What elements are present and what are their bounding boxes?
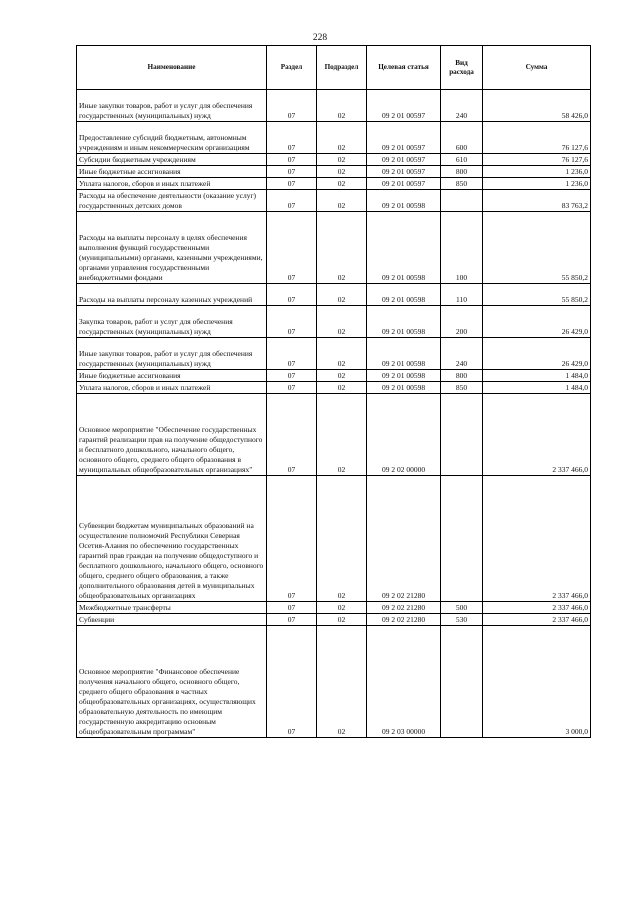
cell-sum-text: 2 337 466,0 bbox=[552, 615, 588, 624]
table-body bbox=[77, 90, 591, 738]
cell-target bbox=[367, 370, 441, 382]
cell-section bbox=[267, 190, 317, 212]
cell-target bbox=[367, 122, 441, 154]
cell-sum bbox=[483, 190, 591, 212]
table-row bbox=[77, 178, 591, 190]
cell-target bbox=[367, 614, 441, 626]
table-row bbox=[77, 212, 591, 284]
cell-sum-text: 76 127,6 bbox=[561, 155, 588, 164]
cell-section bbox=[267, 614, 317, 626]
cell-name bbox=[77, 166, 267, 178]
cell-target bbox=[367, 602, 441, 614]
cell-target bbox=[367, 284, 441, 306]
cell-section-text: 07 bbox=[287, 327, 296, 336]
cell-section bbox=[267, 212, 317, 284]
cell-section bbox=[267, 178, 317, 190]
cell-subsection bbox=[317, 284, 367, 306]
cell-type bbox=[441, 166, 483, 178]
cell-type-text: 850 bbox=[455, 179, 468, 188]
table-row bbox=[77, 190, 591, 212]
cell-type-text: 800 bbox=[455, 371, 468, 380]
cell-sum-text: 3 000,0 bbox=[565, 727, 588, 736]
table-row bbox=[77, 284, 591, 306]
cell-sum-text: 26 429,0 bbox=[561, 327, 588, 336]
cell-sum-text: 76 127,6 bbox=[561, 143, 588, 152]
cell-subsection-text: 02 bbox=[337, 371, 346, 380]
cell-sum bbox=[483, 614, 591, 626]
budget-table bbox=[76, 45, 591, 738]
cell-type bbox=[441, 370, 483, 382]
cell-type-text: 600 bbox=[455, 143, 468, 152]
cell-target bbox=[367, 90, 441, 122]
cell-subsection-text: 02 bbox=[337, 167, 346, 176]
cell-subsection-text: 02 bbox=[337, 383, 346, 392]
cell-type bbox=[441, 306, 483, 338]
cell-type-text: 100 bbox=[455, 273, 468, 282]
cell-subsection bbox=[317, 190, 367, 212]
cell-section-text: 07 bbox=[287, 201, 296, 210]
cell-type bbox=[441, 212, 483, 284]
cell-name bbox=[77, 122, 267, 154]
cell-section-text: 07 bbox=[287, 273, 296, 282]
cell-name-text: Уплата налогов, сборов и иных платежей bbox=[79, 179, 211, 188]
cell-name-text: Расходы на выплаты персоналу в целях обеспечения выполнения функций государственными (муниципальными) органами, казенными учреждениями, органами управления государственными внебюджетными фондами bbox=[79, 233, 263, 282]
cell-section bbox=[267, 90, 317, 122]
cell-sum-text: 1 484,0 bbox=[565, 383, 588, 392]
cell-name bbox=[77, 284, 267, 306]
cell-name bbox=[77, 338, 267, 370]
cell-subsection-text: 02 bbox=[337, 201, 346, 210]
cell-sum-text: 1 236,0 bbox=[565, 179, 588, 188]
cell-name bbox=[77, 394, 267, 476]
cell-section-text: 07 bbox=[287, 591, 296, 600]
table-row bbox=[77, 382, 591, 394]
cell-name-text: Иные закупки товаров, работ и услуг для обеспечения государственных (муниципальных) нужд bbox=[79, 101, 253, 120]
cell-type-text: 610 bbox=[455, 155, 468, 164]
cell-subsection-text: 02 bbox=[337, 179, 346, 188]
cell-sum-text: 2 337 466,0 bbox=[552, 591, 588, 600]
cell-name-text: Межбюджетные трансферты bbox=[79, 603, 171, 612]
cell-name-text: Субвенции бюджетам муниципальных образований на осуществление полномочий Республики Северная Осетия-Алания по обеспечению государственных гарантий прав граждан на получение общедоступного и бесплатного дошкольного, начального общего, основного общего, среднего общего образования, а также дополнительного образования детей в муниципальных общеобразовательных организациях bbox=[79, 521, 264, 600]
cell-name-text: Иные закупки товаров, работ и услуг для обеспечения государственных (муниципальных) нужд bbox=[79, 349, 253, 368]
cell-sum bbox=[483, 626, 591, 738]
cell-subsection bbox=[317, 122, 367, 154]
cell-section bbox=[267, 284, 317, 306]
cell-subsection-text: 02 bbox=[337, 143, 346, 152]
cell-type-text: 530 bbox=[455, 615, 468, 624]
cell-target-text: 09 2 01 00597 bbox=[381, 143, 426, 152]
cell-section bbox=[267, 166, 317, 178]
cell-name-text: Предоставление субсидий бюджетным, автономным учреждениям и иным некоммерческим организациям bbox=[79, 133, 250, 152]
cell-section bbox=[267, 602, 317, 614]
table-row bbox=[77, 394, 591, 476]
cell-subsection-text: 02 bbox=[337, 273, 346, 282]
cell-sum bbox=[483, 284, 591, 306]
cell-type bbox=[441, 284, 483, 306]
cell-target bbox=[367, 190, 441, 212]
header-name: Наименование bbox=[77, 46, 267, 90]
cell-sum bbox=[483, 122, 591, 154]
cell-subsection-text: 02 bbox=[337, 359, 346, 368]
header-section: Раздел bbox=[267, 46, 317, 90]
cell-type-text: 110 bbox=[456, 295, 467, 304]
cell-sum bbox=[483, 306, 591, 338]
cell-target bbox=[367, 394, 441, 476]
cell-sum-text: 55 850,2 bbox=[561, 273, 588, 282]
cell-sum-text: 2 337 466,0 bbox=[552, 603, 588, 612]
table-row bbox=[77, 614, 591, 626]
cell-target-text: 09 2 01 00598 bbox=[381, 383, 426, 392]
cell-sum bbox=[483, 338, 591, 370]
cell-subsection bbox=[317, 90, 367, 122]
cell-type-text: 200 bbox=[455, 327, 468, 336]
cell-sum bbox=[483, 178, 591, 190]
table-row bbox=[77, 338, 591, 370]
cell-section-text: 07 bbox=[287, 603, 296, 612]
cell-section-text: 07 bbox=[287, 143, 296, 152]
cell-section-text: 07 bbox=[287, 615, 296, 624]
cell-sum bbox=[483, 166, 591, 178]
table-row bbox=[77, 602, 591, 614]
cell-type-text: 240 bbox=[455, 359, 468, 368]
cell-sum bbox=[483, 212, 591, 284]
cell-subsection bbox=[317, 476, 367, 602]
page-number: 228 bbox=[312, 33, 328, 43]
cell-name bbox=[77, 306, 267, 338]
cell-name-text: Расходы на выплаты персоналу казенных учреждений bbox=[79, 295, 253, 304]
cell-target bbox=[367, 382, 441, 394]
table-row bbox=[77, 476, 591, 602]
cell-target-text: 09 2 01 00598 bbox=[381, 359, 426, 368]
cell-subsection-text: 02 bbox=[337, 465, 346, 474]
cell-sum-text: 58 426,0 bbox=[561, 111, 588, 120]
cell-section-text: 07 bbox=[287, 155, 296, 164]
cell-type-text: 240 bbox=[455, 111, 468, 120]
cell-sum-text: 55 850,2 bbox=[561, 295, 588, 304]
cell-target-text: 09 2 01 00597 bbox=[381, 111, 426, 120]
cell-subsection bbox=[317, 626, 367, 738]
cell-subsection-text: 02 bbox=[337, 615, 346, 624]
cell-name bbox=[77, 614, 267, 626]
cell-name bbox=[77, 602, 267, 614]
cell-sum-text: 1 236,0 bbox=[565, 167, 588, 176]
cell-target-text: 09 2 01 00598 bbox=[381, 295, 426, 304]
cell-subsection bbox=[317, 166, 367, 178]
cell-target-text: 09 2 02 00000 bbox=[381, 465, 426, 474]
cell-target bbox=[367, 306, 441, 338]
cell-sum-text: 2 337 466,0 bbox=[552, 465, 588, 474]
cell-subsection bbox=[317, 394, 367, 476]
cell-target bbox=[367, 212, 441, 284]
cell-name-text: Субсидии бюджетным учреждениям bbox=[79, 155, 196, 164]
cell-target-text: 09 2 02 21280 bbox=[381, 615, 426, 624]
cell-type bbox=[441, 614, 483, 626]
cell-target-text: 09 2 02 21280 bbox=[381, 591, 426, 600]
cell-section bbox=[267, 338, 317, 370]
cell-type-text: 800 bbox=[455, 167, 468, 176]
cell-section bbox=[267, 476, 317, 602]
table-row bbox=[77, 166, 591, 178]
cell-section bbox=[267, 370, 317, 382]
header-row bbox=[77, 46, 591, 90]
cell-name-text: Иные бюджетные ассигнования bbox=[79, 167, 181, 176]
cell-subsection-text: 02 bbox=[337, 155, 346, 164]
cell-section-text: 07 bbox=[287, 465, 296, 474]
cell-name bbox=[77, 154, 267, 166]
cell-name bbox=[77, 212, 267, 284]
cell-subsection-text: 02 bbox=[337, 327, 346, 336]
cell-sum bbox=[483, 382, 591, 394]
cell-section bbox=[267, 626, 317, 738]
cell-subsection bbox=[317, 370, 367, 382]
cell-target-text: 09 2 02 21280 bbox=[381, 603, 426, 612]
cell-name-text: Основное мероприятие "Обеспечение государственных гарантий реализации прав на получение общедоступного и бесплатного дошкольного, начального общего, основного общего, среднего общего образования в муниципальных общеобразовательных организациях" bbox=[79, 425, 263, 474]
cell-target bbox=[367, 166, 441, 178]
cell-name bbox=[77, 190, 267, 212]
cell-section-text: 07 bbox=[287, 359, 296, 368]
cell-type bbox=[441, 190, 483, 212]
cell-sum bbox=[483, 476, 591, 602]
cell-type bbox=[441, 338, 483, 370]
cell-target bbox=[367, 178, 441, 190]
header-type-line1: Вид bbox=[455, 58, 468, 67]
cell-target-text: 09 2 01 00598 bbox=[381, 201, 426, 210]
cell-name bbox=[77, 382, 267, 394]
cell-name bbox=[77, 476, 267, 602]
cell-subsection bbox=[317, 178, 367, 190]
cell-sum-text: 1 484,0 bbox=[565, 371, 588, 380]
cell-target bbox=[367, 626, 441, 738]
table-row bbox=[77, 154, 591, 166]
cell-target bbox=[367, 476, 441, 602]
cell-section bbox=[267, 154, 317, 166]
cell-section-text: 07 bbox=[287, 167, 296, 176]
table-row bbox=[77, 306, 591, 338]
cell-section-text: 07 bbox=[287, 295, 296, 304]
cell-sum bbox=[483, 394, 591, 476]
cell-name-text: Расходы на обеспечение деятельности (оказание услуг) государственных детских домов bbox=[79, 191, 257, 210]
cell-subsection bbox=[317, 338, 367, 370]
header-type bbox=[441, 46, 483, 90]
cell-sum bbox=[483, 90, 591, 122]
table-row bbox=[77, 626, 591, 738]
cell-type bbox=[441, 382, 483, 394]
header-sum: Сумма bbox=[483, 46, 591, 90]
cell-type-text: 850 bbox=[455, 383, 468, 392]
cell-name bbox=[77, 370, 267, 382]
cell-subsection bbox=[317, 212, 367, 284]
cell-name bbox=[77, 178, 267, 190]
table-row bbox=[77, 90, 591, 122]
cell-subsection-text: 02 bbox=[337, 111, 346, 120]
cell-section bbox=[267, 394, 317, 476]
cell-target bbox=[367, 154, 441, 166]
cell-sum-text: 83 763,2 bbox=[561, 201, 588, 210]
cell-sum bbox=[483, 370, 591, 382]
cell-target bbox=[367, 338, 441, 370]
table-row bbox=[77, 370, 591, 382]
cell-sum-text: 26 429,0 bbox=[561, 359, 588, 368]
cell-section bbox=[267, 122, 317, 154]
cell-section-text: 07 bbox=[287, 727, 296, 736]
table-row bbox=[77, 122, 591, 154]
cell-type bbox=[441, 476, 483, 602]
cell-type bbox=[441, 602, 483, 614]
cell-subsection bbox=[317, 154, 367, 166]
cell-target-text: 09 2 01 00597 bbox=[381, 155, 426, 164]
cell-target-text: 09 2 01 00597 bbox=[381, 179, 426, 188]
header-type-line2: расхода bbox=[449, 67, 474, 76]
cell-name bbox=[77, 90, 267, 122]
cell-target-text: 09 2 01 00598 bbox=[381, 371, 426, 380]
cell-name bbox=[77, 626, 267, 738]
cell-subsection bbox=[317, 614, 367, 626]
cell-type bbox=[441, 122, 483, 154]
cell-target-text: 09 2 01 00597 bbox=[381, 167, 426, 176]
cell-subsection bbox=[317, 306, 367, 338]
cell-target-text: 09 2 03 00000 bbox=[381, 727, 426, 736]
cell-section-text: 07 bbox=[287, 383, 296, 392]
cell-name-text: Иные бюджетные ассигнования bbox=[79, 371, 181, 380]
cell-target-text: 09 2 01 00598 bbox=[381, 327, 426, 336]
cell-section-text: 07 bbox=[287, 371, 296, 380]
cell-type bbox=[441, 178, 483, 190]
cell-name-text: Уплата налогов, сборов и иных платежей bbox=[79, 383, 211, 392]
cell-type-text: 500 bbox=[455, 603, 468, 612]
cell-name-text: Основное мероприятие "Финансовое обеспечение получения начального общего, основного общего, среднего общего образования в частных общеобразовательных организациях, осуществляющих образовательную деятельность по имеющим государственную аккредитацию основным общеобразовательным программам" bbox=[79, 667, 256, 736]
cell-sum bbox=[483, 154, 591, 166]
cell-section bbox=[267, 306, 317, 338]
cell-type bbox=[441, 626, 483, 738]
cell-section-text: 07 bbox=[287, 111, 296, 120]
cell-subsection-text: 02 bbox=[337, 727, 346, 736]
cell-subsection-text: 02 bbox=[337, 603, 346, 612]
cell-subsection bbox=[317, 382, 367, 394]
header-target: Целевая статья bbox=[367, 46, 441, 90]
cell-subsection-text: 02 bbox=[337, 295, 346, 304]
cell-section bbox=[267, 382, 317, 394]
cell-type bbox=[441, 394, 483, 476]
cell-target-text: 09 2 01 00598 bbox=[381, 273, 426, 282]
cell-subsection bbox=[317, 602, 367, 614]
cell-section-text: 07 bbox=[287, 179, 296, 188]
cell-type bbox=[441, 154, 483, 166]
cell-name-text: Закупка товаров, работ и услуг для обеспечения государственных (муниципальных) нужд bbox=[79, 317, 233, 336]
cell-subsection-text: 02 bbox=[337, 591, 346, 600]
cell-type bbox=[441, 90, 483, 122]
cell-name-text: Субвенции bbox=[79, 615, 115, 624]
cell-sum bbox=[483, 602, 591, 614]
header-subsection: Подраздел bbox=[317, 46, 367, 90]
